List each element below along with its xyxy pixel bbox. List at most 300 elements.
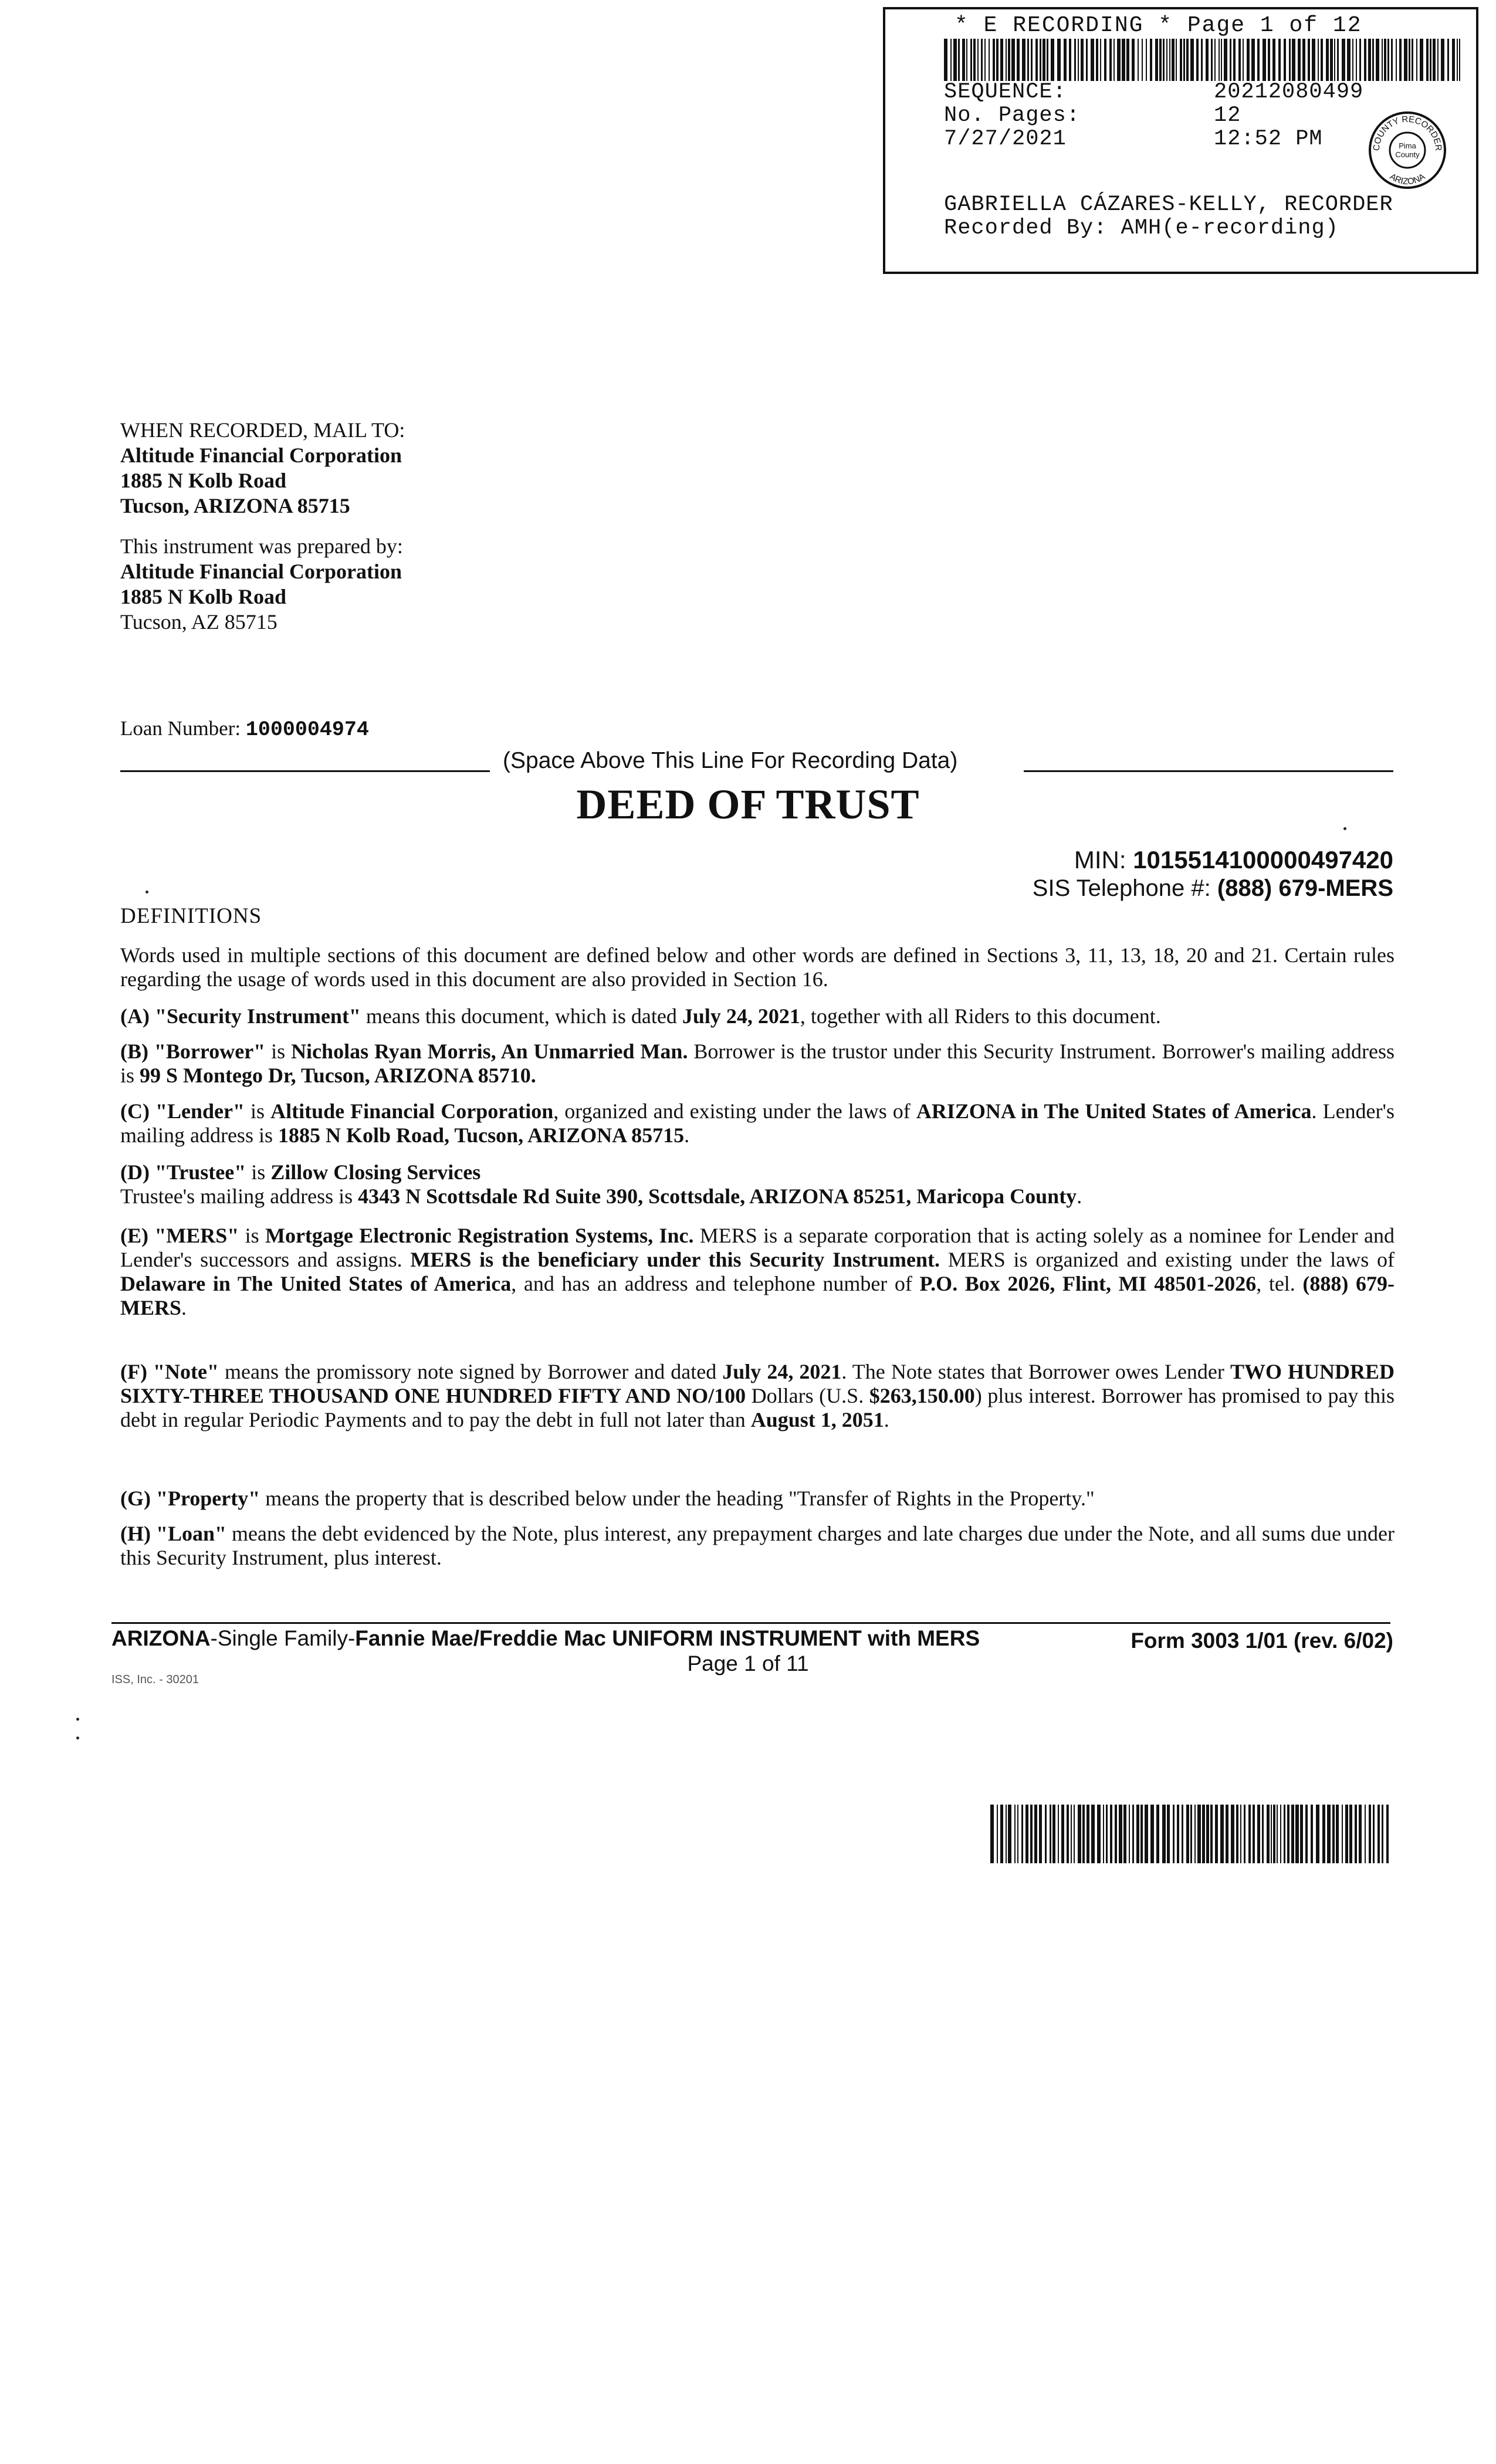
barcode-bar: [1162, 1805, 1166, 1863]
stamp-header: * E RECORDING * Page 1 of 12: [955, 13, 1362, 38]
barcode-bar: [1247, 39, 1250, 81]
barcode-bar: [1173, 1805, 1175, 1863]
recorded-by: Recorded By: AMH(e-recording): [944, 216, 1339, 241]
barcode-bar: [1142, 39, 1143, 81]
seal-mid-text-2: County: [1395, 150, 1420, 159]
barcode-bar: [981, 39, 983, 81]
barcode-bar: [1238, 39, 1241, 81]
barcode-bar: [1126, 39, 1129, 81]
barcode-bar: [1404, 39, 1407, 81]
barcode-bar: [1163, 39, 1165, 81]
barcode-bar: [1280, 1805, 1281, 1863]
mail-to-city: Tucson, ARIZONA 85715: [120, 494, 350, 517]
def-f-text-3: Dollars (U.S.: [746, 1384, 869, 1407]
barcode-bar: [1289, 39, 1291, 81]
def-g-text-1: means the property that is described below under the heading "Transfer of Rights in the Property.": [260, 1487, 1095, 1510]
barcode-bar: [1122, 39, 1125, 81]
document-barcode: [990, 1805, 1390, 1863]
barcode-bar: [1342, 39, 1345, 81]
barcode-bar: [1011, 39, 1015, 81]
def-e-text-4: , and has an address and telephone number of: [511, 1272, 920, 1295]
def-e-address: P.O. Box 2026, Flint, MI 48501-2026: [919, 1272, 1257, 1295]
definition-c: [120, 1099, 1395, 1148]
def-c-laws: ARIZONA in The United States of America: [916, 1099, 1312, 1123]
pages-value: 12: [1214, 103, 1241, 128]
mail-to-block: [120, 418, 405, 519]
footer-form-number: Form 3003 1/01 (rev. 6/02): [1131, 1629, 1393, 1653]
barcode-bar: [1300, 1805, 1303, 1863]
prepared-by-city: Tucson, AZ 85715: [120, 610, 277, 634]
barcode-bar: [1251, 39, 1255, 81]
min-label: MIN:: [1074, 846, 1126, 874]
barcode-bar: [1052, 1805, 1055, 1863]
barcode-bar: [1069, 39, 1071, 81]
barcode-bar: [1040, 39, 1041, 81]
min-value: 1015514100000497420: [1133, 846, 1393, 874]
barcode-bar: [1150, 1805, 1154, 1863]
barcode-bar: [1447, 39, 1449, 81]
footer-text-1: -Single Family-: [210, 1626, 356, 1650]
barcode-bar: [1129, 1805, 1130, 1863]
barcode-bar: [1359, 39, 1361, 81]
barcode-bar: [1050, 1805, 1051, 1863]
def-f-text-2: . The Note states that Borrower owes Lender: [841, 1360, 1230, 1383]
barcode-bar: [1224, 39, 1227, 81]
document-title: DEED OF TRUST: [576, 781, 920, 828]
barcode-bar: [1000, 39, 1003, 81]
sis-value: (888) 679-MERS: [1217, 875, 1393, 901]
divider-right-rule: [1024, 770, 1393, 772]
mail-to-heading: WHEN RECORDED, MAIL TO:: [120, 418, 405, 442]
barcode-bar: [1377, 1805, 1380, 1863]
barcode-bar: [1409, 39, 1410, 81]
barcode-bar: [1210, 1805, 1213, 1863]
def-c-text-4: .: [684, 1123, 690, 1147]
def-h-text-1: means the debt evidenced by the Note, plus interest, any prepayment charges and late charges due under the Note, and all sums due under this Security Instrument, plus interest.: [120, 1522, 1395, 1569]
barcode-bar: [1382, 39, 1383, 81]
barcode-bar: [1226, 1805, 1228, 1863]
barcode-bar: [1082, 1805, 1085, 1863]
barcode-bar: [1190, 1805, 1192, 1863]
barcode-bar: [1017, 1805, 1018, 1863]
barcode-bar: [1045, 1805, 1047, 1863]
barcode-bar: [1186, 39, 1189, 81]
seal-top-text: COUNTY RECORDER: [1371, 114, 1444, 151]
sis-telephone: [1033, 875, 1393, 902]
barcode-bar: [1186, 1805, 1189, 1863]
barcode-bar: [1253, 1805, 1255, 1863]
barcode-bar: [1291, 1805, 1294, 1863]
barcode-bar: [1311, 1805, 1313, 1863]
def-b-text-2: Borrower is the trustor under this Security Instrument. Borrower's mailing address is: [120, 1040, 1395, 1087]
def-d-name: Zillow Closing Services: [270, 1160, 481, 1184]
def-d-text-1: is: [246, 1160, 271, 1184]
barcode-bar: [1349, 1805, 1352, 1863]
barcode-bar: [1132, 39, 1135, 81]
def-b-term: (B) "Borrower": [120, 1040, 266, 1063]
sis-label: SIS Telephone #:: [1032, 875, 1211, 901]
barcode-bar: [1150, 39, 1152, 81]
recording-stamp: [883, 7, 1478, 274]
barcode-bar: [996, 39, 999, 81]
barcode-bar: [1058, 1805, 1059, 1863]
barcode-bar: [962, 39, 965, 81]
prepared-by-block: [120, 534, 403, 635]
barcode-bar: [1140, 1805, 1143, 1863]
barcode-bar: [990, 1805, 994, 1863]
barcode-bar: [1197, 1805, 1201, 1863]
barcode-bar: [1376, 39, 1379, 81]
def-e-term: (E) "MERS": [120, 1224, 239, 1247]
barcode-bar: [1387, 39, 1389, 81]
barcode-bar: [1034, 1805, 1037, 1863]
barcode-bar: [953, 39, 957, 81]
barcode-bar: [1008, 1805, 1011, 1863]
barcode-bar: [997, 1805, 998, 1863]
barcode-bar: [1287, 1805, 1289, 1863]
definitions-intro: Words used in multiple sections of this document are defined below and other words are defined in Sections 3, 11, 13, 18, 20 and 21. Certain rules regarding the usage of words used in this document are also provided in Section 16.: [120, 943, 1395, 991]
divider-left-rule: [120, 770, 490, 772]
barcode-bar: [1194, 1805, 1196, 1863]
def-d-text-3: .: [1077, 1184, 1082, 1208]
def-c-name: Altitude Financial Corporation: [270, 1099, 554, 1123]
def-g-term: (G) "Property": [120, 1487, 260, 1510]
def-d-term: (D) "Trustee": [120, 1160, 246, 1184]
barcode-bar: [1441, 39, 1444, 81]
barcode-bar: [1006, 1805, 1007, 1863]
definition-h: [120, 1522, 1395, 1570]
barcode-bar: [1330, 39, 1333, 81]
barcode-bar: [1206, 39, 1209, 81]
barcode-bar: [1025, 1805, 1028, 1863]
def-c-address: 1885 N Kolb Road, Tucson, ARIZONA 85715: [277, 1123, 685, 1147]
barcode-bar: [1096, 39, 1098, 81]
barcode-bar: [1035, 39, 1038, 81]
scan-speck: [145, 891, 148, 893]
barcode-bar: [1369, 1805, 1371, 1863]
barcode-bar: [1321, 39, 1323, 81]
def-e-name: Mortgage Electronic Registration Systems, Inc.: [265, 1224, 694, 1247]
recorder-name: GABRIELLA CÁZARES-KELLY, RECORDER: [944, 192, 1393, 217]
def-f-term: (F) "Note": [120, 1360, 219, 1383]
barcode-bar: [1087, 1805, 1089, 1863]
def-a-date: July 24, 2021: [682, 1004, 800, 1028]
barcode-bar: [1182, 1805, 1183, 1863]
barcode-bar: [1420, 39, 1423, 81]
barcode-bar: [1136, 1805, 1139, 1863]
barcode-bar: [1230, 39, 1231, 81]
def-c-text-3: . Lender's mailing address is: [120, 1099, 1395, 1147]
barcode-bar: [1081, 39, 1084, 81]
barcode-bar: [993, 39, 995, 81]
definitions-heading: DEFINITIONS: [120, 904, 262, 928]
barcode-bar: [1430, 39, 1431, 81]
def-d-address: 4343 N Scottsdale Rd Suite 390, Scottsdale, ARIZONA 85251, Maricopa County: [358, 1184, 1077, 1208]
barcode-bar: [1206, 1805, 1209, 1863]
barcode-bar: [1295, 1805, 1299, 1863]
barcode-bar: [1322, 1805, 1325, 1863]
barcode-bar: [1110, 1805, 1112, 1863]
barcode-bar: [1326, 39, 1329, 81]
barcode-bar: [1305, 1805, 1308, 1863]
def-f-text-4: ) plus interest. Borrower has promised to pay this debt in regular Periodic Payments and to pay the debt in full not later than: [120, 1384, 1395, 1431]
loan-number-value: 1000004974: [245, 718, 369, 742]
barcode-bar: [1352, 39, 1353, 81]
def-a-term: (A) "Security Instrument": [120, 1004, 361, 1028]
barcode-bar: [1155, 39, 1158, 81]
barcode-bar: [1039, 1805, 1042, 1863]
barcode-bar: [1257, 39, 1260, 81]
def-c-text-2: , organized and existing under the laws of: [553, 1099, 916, 1123]
barcode-bar: [1373, 1805, 1375, 1863]
barcode-bar: [966, 39, 967, 81]
barcode-bar: [1021, 1805, 1023, 1863]
barcode-bar: [1382, 1805, 1383, 1863]
barcode-bar: [1302, 39, 1305, 81]
barcode-bar: [1372, 39, 1374, 81]
barcode-bar: [1364, 39, 1366, 81]
scan-speck: [1343, 827, 1346, 830]
def-b-address: 99 S Montego Dr, Tucson, ARIZONA 85710.: [140, 1064, 536, 1087]
barcode-bar: [1103, 1805, 1104, 1863]
barcode-bar: [1233, 39, 1236, 81]
barcode-bar: [1097, 1805, 1101, 1863]
barcode-bar: [1433, 39, 1436, 81]
def-f-text-5: .: [884, 1408, 889, 1431]
space-above-text: (Space Above This Line For Recording Data): [503, 748, 958, 773]
barcode-bar: [1074, 1805, 1075, 1863]
barcode-bar: [1057, 39, 1061, 81]
barcode-bar: [1166, 39, 1167, 81]
barcode-bar: [1071, 1805, 1072, 1863]
barcode-bar: [1272, 39, 1275, 81]
barcode-bar: [1356, 39, 1357, 81]
barcode-bar: [1308, 39, 1310, 81]
def-e-text-6: .: [181, 1296, 187, 1319]
def-e-phone: (888) 679-MERS: [120, 1272, 1395, 1319]
barcode-bar: [1211, 39, 1213, 81]
stamp-barcode: [944, 39, 1460, 81]
loan-number: [120, 717, 369, 742]
barcode-bar: [1368, 39, 1371, 81]
def-e-text-1: is: [239, 1224, 265, 1247]
barcode-bar: [1365, 1805, 1366, 1863]
barcode-bar: [1078, 1805, 1081, 1863]
barcode-bar: [1183, 39, 1185, 81]
def-c-text-1: is: [245, 1099, 271, 1123]
seal-bottom-text: ARIZONA: [1387, 171, 1427, 187]
barcode-bar: [1064, 39, 1067, 81]
barcode-bar: [1086, 39, 1088, 81]
loan-number-label: Loan Number:: [120, 717, 241, 740]
barcode-bar: [1277, 1805, 1278, 1863]
barcode-bar: [1345, 1805, 1348, 1863]
barcode-bar: [1047, 39, 1048, 81]
record-date: 7/27/2021: [944, 127, 1067, 151]
definition-d: [120, 1160, 1395, 1209]
scan-speck: [76, 1718, 79, 1721]
barcode-bar: [1459, 39, 1460, 81]
barcode-bar: [1437, 39, 1439, 81]
barcode-bar: [1257, 1805, 1260, 1863]
record-time: 12:52 PM: [1214, 127, 1323, 151]
barcode-bar: [1231, 1805, 1234, 1863]
barcode-bar: [1316, 1805, 1319, 1863]
definition-b: [120, 1040, 1395, 1088]
barcode-bar: [1104, 39, 1106, 81]
def-f-amount: $263,150.00: [869, 1384, 975, 1407]
definition-g: [120, 1487, 1395, 1511]
def-e-beneficiary: MERS is the beneficiary under this Security Instrument.: [410, 1248, 940, 1271]
barcode-bar: [1318, 39, 1319, 81]
barcode-bar: [1091, 1805, 1095, 1863]
barcode-bar: [1284, 39, 1286, 81]
barcode-bar: [958, 39, 960, 81]
def-e-text-5: , tel.: [1256, 1272, 1303, 1295]
sequence-value: 20212080499: [1214, 80, 1364, 104]
barcode-bar: [1332, 1805, 1335, 1863]
barcode-bar: [950, 39, 952, 81]
barcode-bar: [944, 39, 947, 81]
barcode-bar: [970, 39, 972, 81]
barcode-bar: [1312, 39, 1315, 81]
barcode-bar: [1214, 39, 1216, 81]
barcode-bar: [1156, 1805, 1159, 1863]
def-b-text-1: is: [265, 1040, 292, 1063]
barcode-bar: [1132, 1805, 1134, 1863]
barcode-bar: [1268, 39, 1270, 81]
barcode-bar: [1243, 39, 1244, 81]
footer-rule: [111, 1622, 1390, 1624]
barcode-bar: [1327, 1805, 1331, 1863]
barcode-bar: [1014, 1805, 1016, 1863]
barcode-bar: [984, 39, 986, 81]
sequence-label: SEQUENCE:: [944, 80, 1067, 104]
definition-a: [120, 1004, 1395, 1028]
def-e-text-3: MERS is organized and existing under the laws of: [940, 1248, 1395, 1271]
barcode-bar: [1202, 1805, 1205, 1863]
barcode-bar: [1298, 39, 1301, 81]
barcode-bar: [1078, 39, 1079, 81]
barcode-bar: [1106, 1805, 1108, 1863]
barcode-bar: [1051, 39, 1054, 81]
barcode-bar: [1027, 39, 1029, 81]
footer-fannie: Fannie Mae/Freddie Mac UNIFORM INSTRUMENT with MERS: [355, 1626, 980, 1650]
barcode-bar: [1030, 1805, 1033, 1863]
def-b-name: Nicholas Ryan Morris, An Unmarried Man.: [291, 1040, 688, 1063]
barcode-bar: [1061, 1805, 1064, 1863]
def-h-term: (H) "Loan": [120, 1522, 226, 1545]
barcode-bar: [1169, 39, 1170, 81]
county-recorder-seal-icon: [1366, 109, 1448, 191]
barcode-bar: [1022, 39, 1025, 81]
prepared-by-heading: This instrument was prepared by:: [120, 534, 403, 558]
barcode-bar: [1412, 39, 1413, 81]
barcode-bar: [1172, 39, 1175, 81]
barcode-bar: [1263, 39, 1266, 81]
barcode-bar: [1240, 1805, 1241, 1863]
barcode-bar: [1176, 39, 1177, 81]
barcode-bar: [1336, 1805, 1339, 1863]
pages-label: No. Pages:: [944, 103, 1081, 128]
barcode-bar: [1113, 39, 1115, 81]
barcode-bar: [989, 39, 990, 81]
barcode-bar: [1236, 1805, 1238, 1863]
scan-speck: [76, 1737, 79, 1739]
barcode-bar: [1201, 39, 1203, 81]
barcode-bar: [1384, 39, 1386, 81]
def-f-text-1: means the promissory note signed by Borrower and dated: [218, 1360, 723, 1383]
barcode-bar: [1159, 39, 1162, 81]
barcode-bar: [1180, 39, 1182, 81]
prepared-by-name: Altitude Financial Corporation: [120, 560, 402, 583]
barcode-bar: [1215, 1805, 1218, 1863]
barcode-bar: [1000, 1805, 1003, 1863]
barcode-bar: [1391, 39, 1393, 81]
barcode-bar: [1119, 1805, 1122, 1863]
barcode-bar: [1396, 39, 1397, 81]
barcode-bar: [1220, 1805, 1224, 1863]
barcode-bar: [1284, 1805, 1285, 1863]
barcode-bar: [1067, 1805, 1069, 1863]
def-a-text-1: means this document, which is dated: [360, 1004, 682, 1028]
barcode-bar: [1146, 39, 1147, 81]
mail-to-street: 1885 N Kolb Road: [120, 469, 287, 492]
barcode-bar: [973, 39, 976, 81]
mail-to-name: Altitude Financial Corporation: [120, 444, 402, 467]
barcode-bar: [1267, 1805, 1270, 1863]
barcode-bar: [1347, 39, 1351, 81]
barcode-bar: [1196, 39, 1199, 81]
barcode-bar: [1117, 39, 1121, 81]
barcode-bar: [1031, 39, 1033, 81]
def-c-term: (C) "Lender": [120, 1099, 245, 1123]
barcode-bar: [1457, 39, 1458, 81]
barcode-bar: [1115, 1805, 1117, 1863]
barcode-bar: [1145, 1805, 1148, 1863]
barcode-bar: [1167, 1805, 1170, 1863]
barcode-bar: [1355, 1805, 1357, 1863]
definition-f: [120, 1360, 1395, 1432]
barcode-bar: [1334, 39, 1335, 81]
barcode-bar: [1006, 39, 1007, 81]
prepared-by-street: 1885 N Kolb Road: [120, 585, 287, 608]
def-e-text-2: MERS is a separate corporation that is acting solely as a nominee for Lender and Lender's successors and assigns.: [120, 1224, 1395, 1271]
barcode-bar: [1244, 1805, 1245, 1863]
barcode-bar: [1248, 1805, 1251, 1863]
barcode-bar: [1426, 39, 1429, 81]
min-number: [1074, 846, 1393, 874]
footer-code: ISS, Inc. - 30201: [111, 1673, 199, 1686]
barcode-bar: [1273, 1805, 1275, 1863]
def-e-laws: Delaware in The United States of America: [120, 1272, 512, 1295]
recording-space-divider: [120, 748, 1393, 783]
footer-form-title: [111, 1626, 980, 1651]
barcode-bar: [1074, 39, 1076, 81]
barcode-bar: [1221, 39, 1222, 81]
def-f-maturity: August 1, 2051: [750, 1408, 884, 1431]
barcode-bar: [1123, 1805, 1126, 1863]
barcode-bar: [1008, 39, 1010, 81]
footer-page-number: Page 1 of 11: [687, 1651, 809, 1676]
footer-state: ARIZONA: [111, 1626, 211, 1650]
def-d-text-2: Trustee's mailing address is: [120, 1184, 358, 1208]
def-f-amount-words: TWO HUNDRED SIXTY-THREE THOUSAND ONE HUNDRED FIFTY AND NO/100: [120, 1360, 1395, 1407]
definition-e: [120, 1224, 1395, 1320]
barcode-bar: [1399, 39, 1402, 81]
def-a-text-2: , together with all Riders to this document.: [800, 1004, 1161, 1028]
barcode-bar: [1271, 1805, 1272, 1863]
